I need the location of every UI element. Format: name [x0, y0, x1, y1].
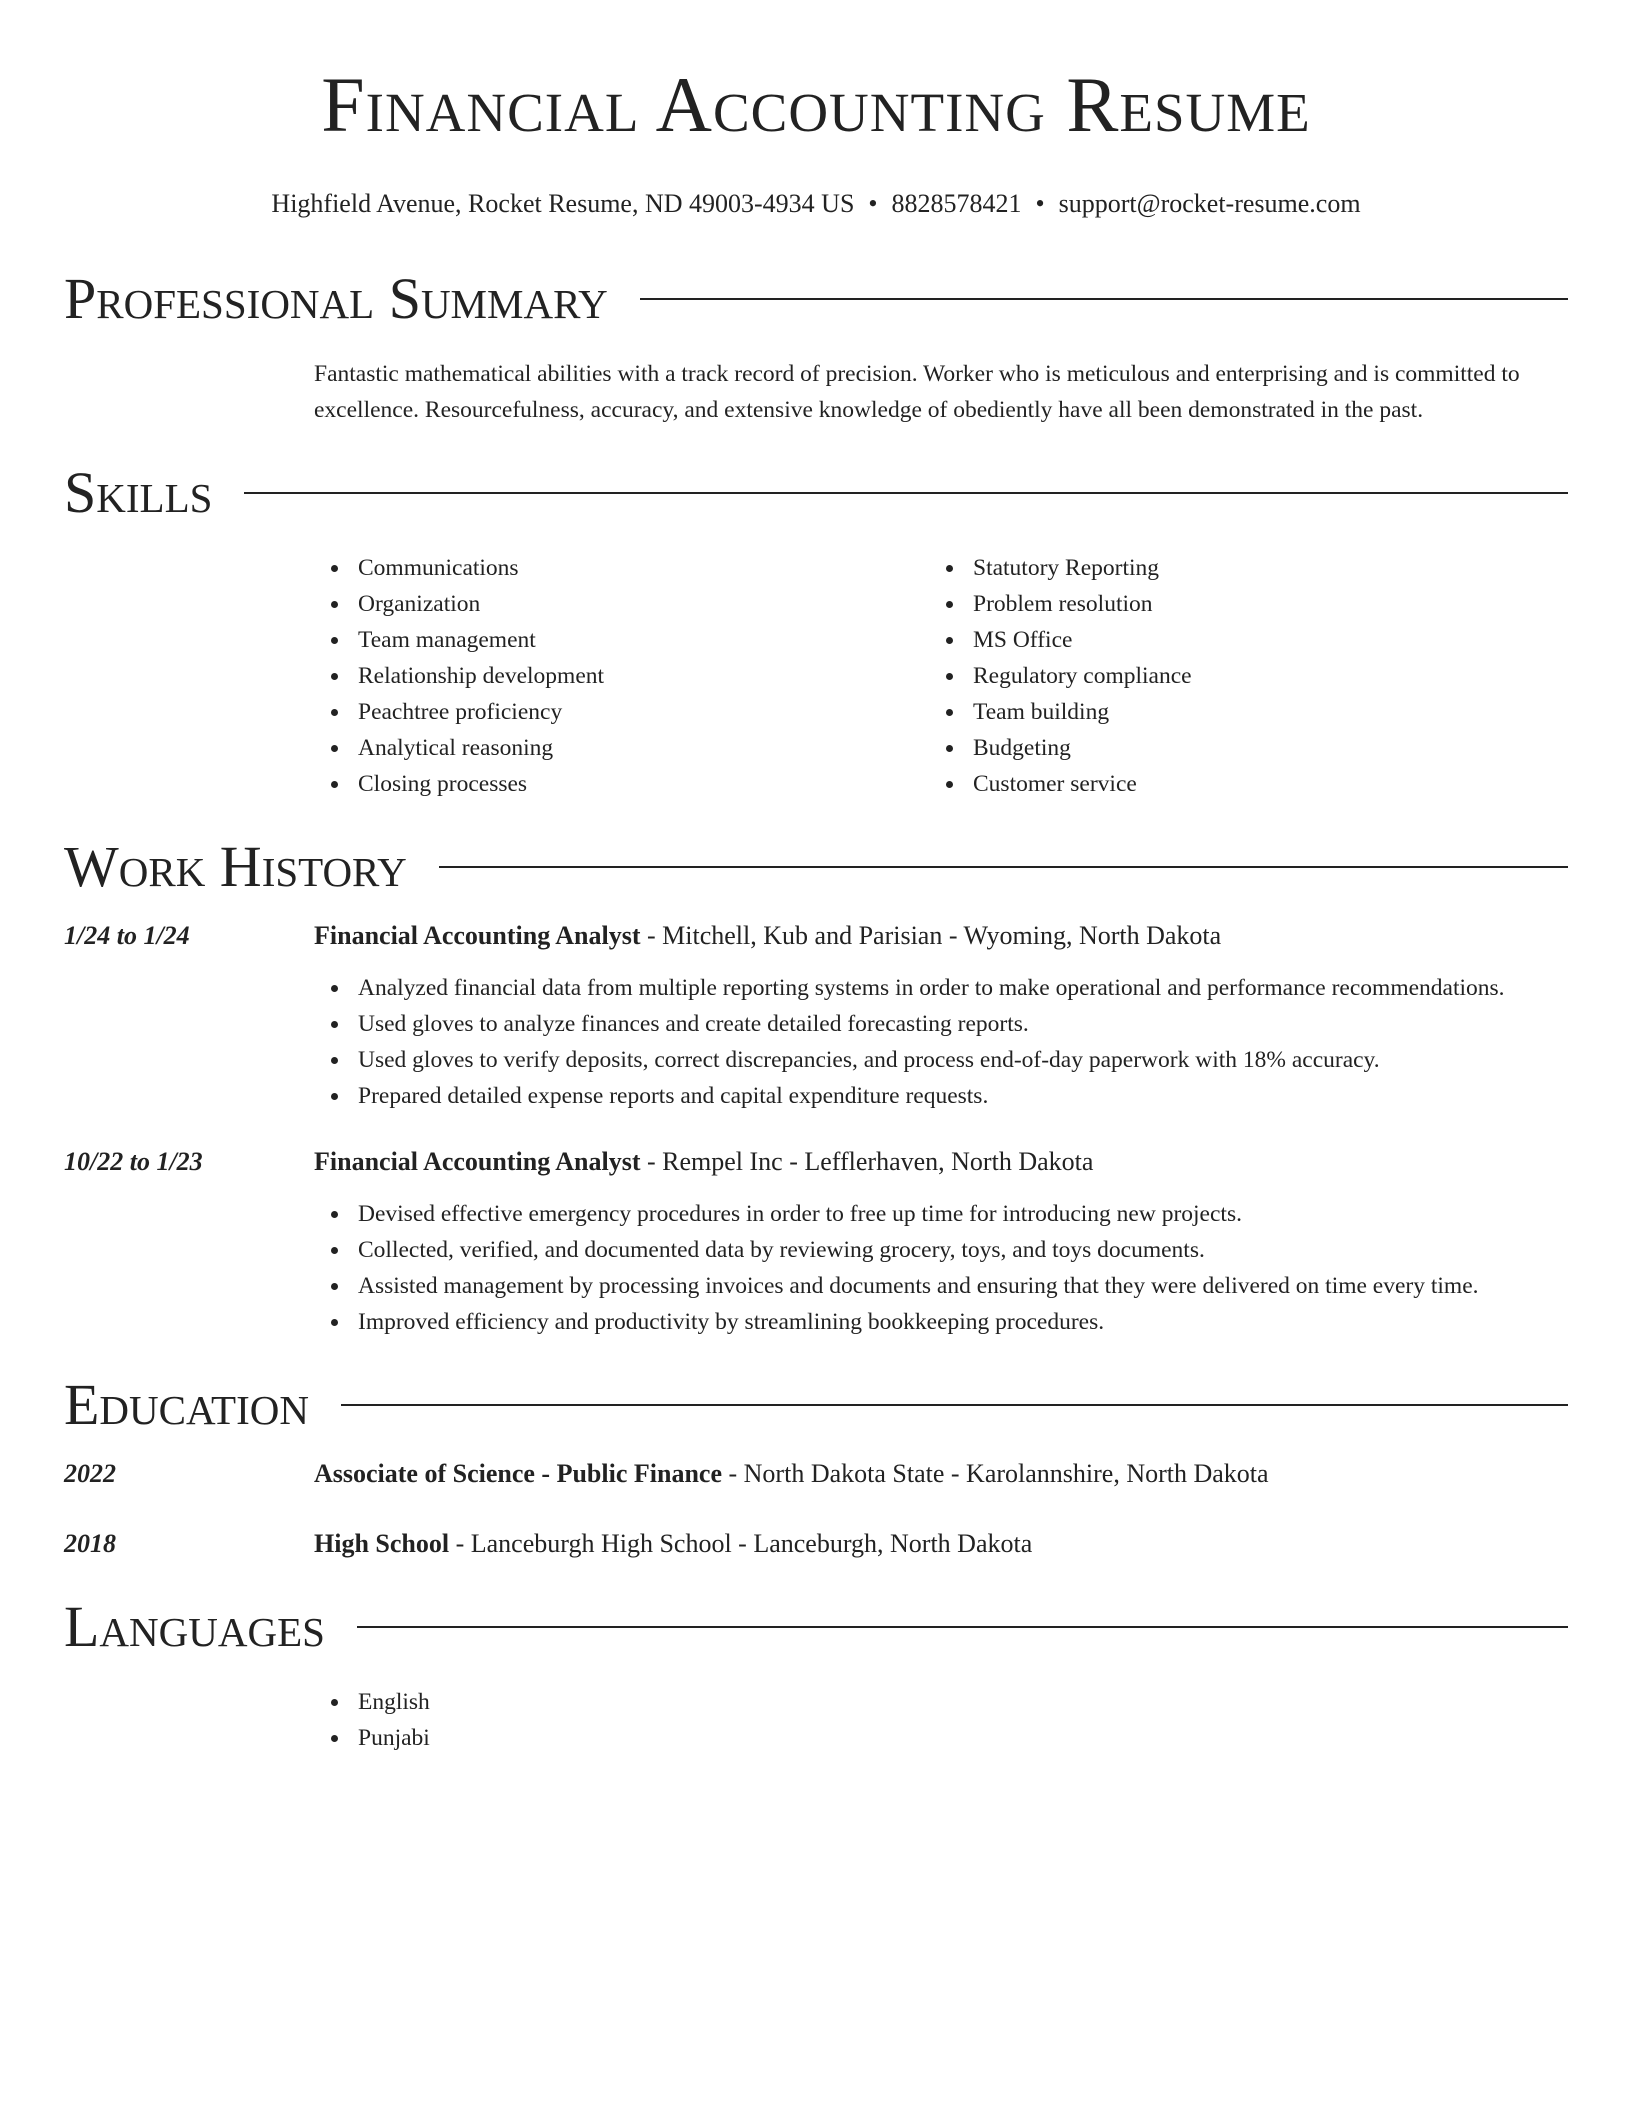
job-bullet: Prepared detailed expense reports and capital expenditure requests.: [314, 1078, 1568, 1114]
skills-section-header: [64, 458, 1568, 528]
skill-item: Relationship development: [314, 658, 929, 694]
contact-line: [64, 188, 1568, 220]
education-year: 2018: [64, 1529, 116, 1558]
education-entry: [64, 1526, 1568, 1562]
education-heading: Education: [64, 1372, 309, 1437]
education-details: - Lanceburgh High School - Lanceburgh, North Dakota: [449, 1529, 1033, 1558]
summary-text: Fantastic mathematical abilities with a track record of precision. Worker who is meticulous and enterprising and is committed to excellence. Resourcefulness, accuracy, and extensive knowledge of obediently have all been demonstrated in the past.: [314, 361, 1520, 423]
job-bullet: Assisted management by processing invoices and documents and ensuring that they were delivered on time every time.: [314, 1268, 1568, 1304]
skill-item: Communications: [314, 550, 929, 586]
job-heading: [314, 918, 1221, 954]
contact-email: support@rocket-resume.com: [1058, 189, 1361, 218]
skill-item: Closing processes: [314, 766, 929, 802]
job-entry: [64, 1144, 1568, 1340]
skill-item: Organization: [314, 586, 929, 622]
contact-address: Highfield Avenue, Rocket Resume, ND 49003-4934 US: [271, 189, 855, 218]
skill-item: Peachtree proficiency: [314, 694, 929, 730]
job-bullets: [64, 970, 1568, 1114]
section-divider: [244, 492, 1568, 494]
summary-section-header: [64, 264, 1568, 334]
contact-phone: 8828578421: [891, 189, 1022, 218]
education-year: 2022: [64, 1459, 116, 1488]
job-bullet: Collected, verified, and documented data by reviewing grocery, toys, and toys documents.: [314, 1232, 1568, 1268]
skills-list-left: [314, 550, 929, 802]
education-degree: High School: [314, 1529, 450, 1558]
skill-item: Team building: [929, 694, 1544, 730]
skill-item: Customer service: [929, 766, 1544, 802]
section-divider: [439, 866, 1568, 868]
contact-separator: •: [1035, 189, 1045, 218]
skills-heading: Skills: [64, 460, 213, 525]
education-degree: Associate of Science - Public Finance: [314, 1459, 722, 1488]
job-bullet: Used gloves to verify deposits, correct discrepancies, and process end-of-day paperwork with 18% accuracy.: [314, 1042, 1568, 1078]
section-divider: [341, 1404, 1568, 1406]
job-bullet: Devised effective emergency procedures in order to free up time for introducing new projects.: [314, 1196, 1568, 1232]
job-entry: [64, 918, 1568, 1114]
skill-item: Budgeting: [929, 730, 1544, 766]
resume-title: Financial Accounting Resume: [321, 61, 1311, 148]
job-dates: 10/22 to 1/23: [64, 1147, 203, 1176]
job-title: Financial Accounting Analyst: [314, 921, 641, 950]
language-item: English: [314, 1684, 1568, 1720]
job-heading: [314, 1144, 1093, 1180]
skill-item: MS Office: [929, 622, 1544, 658]
education-heading-line: [314, 1526, 1032, 1562]
education-details: - North Dakota State - Karolannshire, North Dakota: [722, 1459, 1269, 1488]
skill-item: Team management: [314, 622, 929, 658]
languages-section-header: [64, 1592, 1568, 1662]
languages-list: [64, 1684, 1568, 1756]
skill-item: Regulatory compliance: [929, 658, 1544, 694]
education-section-header: [64, 1370, 1568, 1440]
skill-item: Statutory Reporting: [929, 550, 1544, 586]
section-divider: [640, 298, 1568, 300]
job-bullet: Used gloves to analyze finances and create detailed forecasting reports.: [314, 1006, 1568, 1042]
language-item: Punjabi: [314, 1720, 1568, 1756]
work-section-header: [64, 832, 1568, 902]
work-heading: Work History: [64, 834, 407, 899]
summary-heading: Professional Summary: [64, 266, 608, 331]
job-bullet: Improved efficiency and productivity by streamlining bookkeeping procedures.: [314, 1304, 1568, 1340]
job-bullet: Analyzed financial data from multiple reporting systems in order to make operational and performance recommendations.: [314, 970, 1568, 1006]
section-divider: [357, 1626, 1568, 1628]
job-bullets: [64, 1196, 1568, 1340]
languages-heading: Languages: [64, 1594, 325, 1659]
skills-list-right: [929, 550, 1544, 802]
job-title: Financial Accounting Analyst: [314, 1147, 641, 1176]
skill-item: Analytical reasoning: [314, 730, 929, 766]
education-entry: [64, 1456, 1568, 1492]
job-details: - Mitchell, Kub and Parisian - Wyoming, North Dakota: [640, 921, 1222, 950]
skill-item: Problem resolution: [929, 586, 1544, 622]
job-dates: 1/24 to 1/24: [64, 921, 190, 950]
job-details: - Rempel Inc - Lefflerhaven, North Dakota: [640, 1147, 1094, 1176]
education-heading-line: [314, 1456, 1269, 1492]
contact-separator: •: [868, 189, 878, 218]
skills-grid: [64, 550, 1568, 802]
